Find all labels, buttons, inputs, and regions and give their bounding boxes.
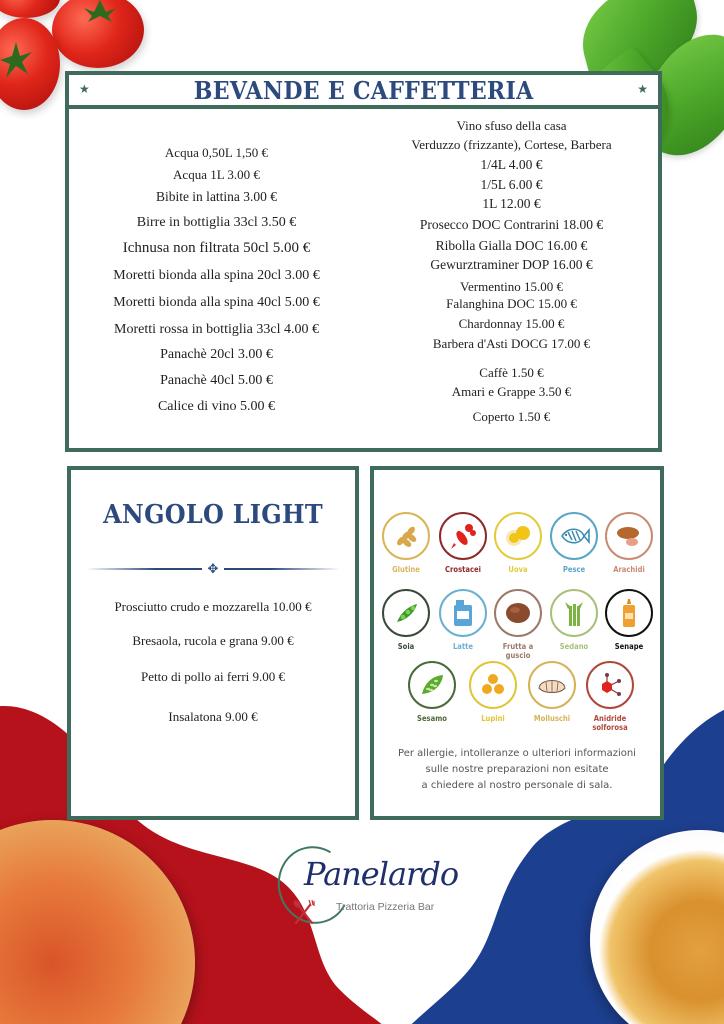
allergen-anidride-solforosa: Anidride solforosa [582,661,638,732]
fleuron-icon: ✥ [207,561,219,577]
allergen-sesamo: Sesamo [404,661,460,723]
drinks-list-right [359,75,664,448]
drinks-list-left [69,75,364,448]
fish-icon [550,512,598,560]
section-title: BEVANDE E CAFFETTERIA [193,75,534,105]
sesame-icon [408,661,456,709]
angolo-light-panel [67,466,359,820]
menu-item: 1L 12.00 € [482,196,541,211]
menu-item: Bresaola, rucola e grana 9.00 € [132,633,294,648]
allergen-uova: Uova [490,512,546,574]
allergen-arachidi: Arachidi [601,512,657,574]
tomato-stem-icon [80,0,120,22]
tomato-decoration [0,0,60,18]
logo-subtitle: Trattoria Pizzeria Bar [336,901,435,913]
allergy-info-note: Per allergie, intolleranze o ulteriori informazioni sulle nostre preparazioni non esitate a chiedere al nostro personale di sala. [398,748,636,791]
menu-item: Ichnusa non filtrata 50cl 5.00 € [122,240,311,256]
milk-icon [439,589,487,637]
wheat-icon [382,512,430,560]
star-icon: ★ [79,82,90,96]
allergen-latte: Latte [435,589,491,651]
allergen-sedano: Sedano [546,589,602,651]
menu-item: Amari e Grappe 3.50 € [451,384,572,399]
menu-item: Barbera d'Asti DOCG 17.00 € [432,336,591,351]
menu-item: Prosecco DOC Contrarini 18.00 € [419,217,604,232]
menu-item: Moretti bionda alla spina 20cl 3.00 € [113,268,320,283]
section-title: ANGOLO LIGHT [103,500,323,530]
menu-item: Coperto 1.50 € [472,409,551,424]
allergens-panel [370,466,664,820]
cutlery-icon [292,899,316,925]
allergen-frutta-a-guscio: Frutta a guscio [490,589,546,660]
molecule-icon [586,661,634,709]
logo-name: Panelardo [304,855,459,893]
menu-item: Falanghina DOC 15.00 € [446,296,577,311]
menu-item: Bibite in lattina 3.00 € [155,189,278,204]
mustard-icon [605,589,653,637]
menu-item: Acqua 0,50L 1,50 € [164,145,269,160]
menu-item: Calice di vino 5.00 € [157,399,276,414]
menu-subheading: Verduzzo (frizzante), Cortese, Barbera [411,137,612,152]
restaurant-logo [274,843,464,933]
menu-item: Panachè 40cl 5.00 € [160,373,273,388]
menu-item: Ribolla Gialla DOC 16.00 € [435,238,588,253]
tomato-stem-icon [0,42,34,82]
menu-item: Caffè 1.50 € [479,365,544,380]
menu-item: Moretti bionda alla spina 40cl 5.00 € [113,295,320,310]
allergen-pesce: Pesce [546,512,602,574]
lupin-icon [469,661,517,709]
light-dishes-list [71,470,355,816]
allergen-lupini: Lupini [465,661,521,723]
allergen-senape: Senape [601,589,657,651]
bevande-panel [65,71,662,452]
shell-icon [528,661,576,709]
menu-item: Petto di pollo ai ferri 9.00 € [140,669,286,684]
allergen-glutine: Glutine [378,512,434,574]
allergen-soia: Soia [378,589,434,651]
menu-heading: Vino sfuso della casa [456,118,567,133]
menu-item: Vermentino 15.00 € [460,279,563,294]
menu-item: Prosciutto crudo e mozzarella 10.00 € [114,599,312,614]
star-icon: ★ [637,82,648,96]
celery-icon [550,589,598,637]
menu-item: Moretti rossa in bottiglia 33cl 4.00 € [114,322,319,337]
soybean-icon [382,589,430,637]
allergen-crostacei: Crostacei [435,512,491,574]
nut-icon [494,589,542,637]
menu-item: 1/4L 4.00 € [480,157,543,172]
egg-icon [494,512,542,560]
lobster-icon [439,512,487,560]
menu-item: Acqua 1L 3.00 € [173,167,260,182]
menu-item: Birre in bottiglia 33cl 3.50 € [136,215,297,230]
menu-item: 1/5L 6.00 € [480,177,543,192]
allergen-molluschi: Molluschi [524,661,580,723]
menu-item: Gewurztraminer DOP 16.00 € [430,257,593,272]
menu-item: Chardonnay 15.00 € [458,316,565,331]
peanut-icon [605,512,653,560]
menu-item: Panachè 20cl 3.00 € [160,347,273,362]
menu-item: Insalatona 9.00 € [168,709,258,724]
